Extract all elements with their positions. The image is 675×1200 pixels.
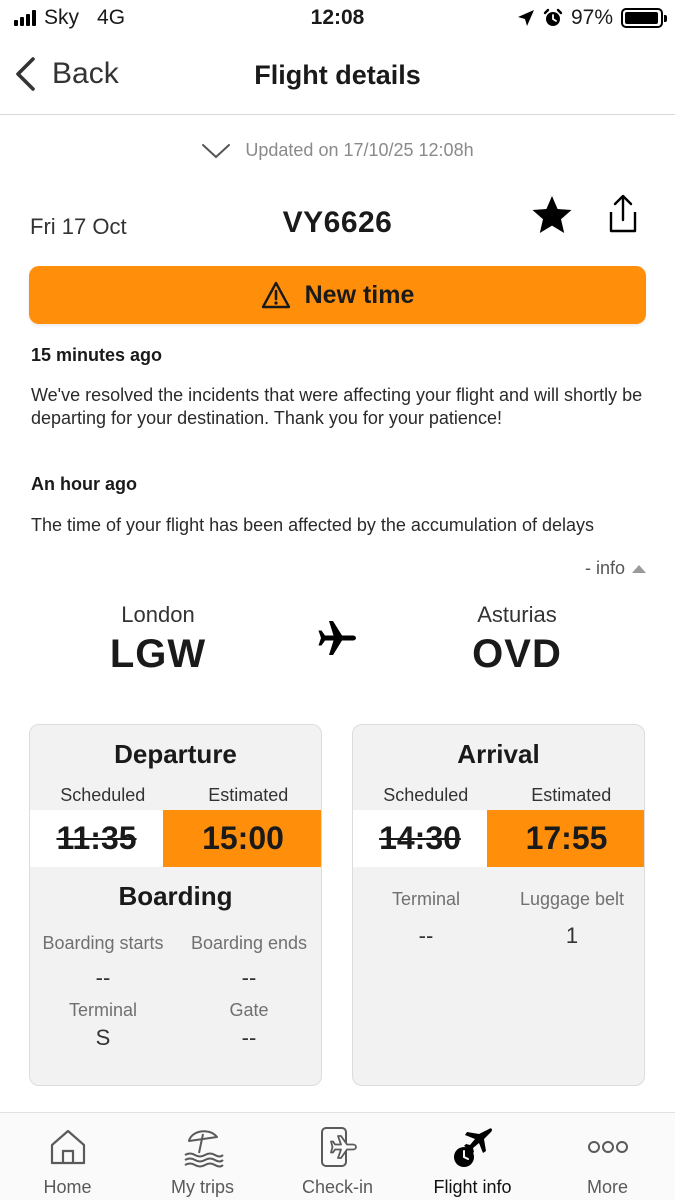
back-label: Back: [52, 57, 119, 90]
share-icon: [605, 194, 641, 234]
boarding-starts-label: Boarding starts: [42, 933, 164, 953]
beach-umbrella-icon: [181, 1125, 225, 1169]
arrival-terminal-value: --: [418, 923, 434, 948]
tab-my-trips-label: My trips: [171, 1177, 234, 1197]
origin-city: London: [121, 602, 195, 627]
page-title: Flight details: [254, 60, 421, 90]
flight-number: VY6626: [282, 206, 393, 239]
departure-estimated-time: 15:00: [163, 810, 322, 867]
update-text: We've resolved the incidents that were affecting your flight and will shortly be departing for your destination. Thank you for your patience!: [31, 385, 643, 428]
plane-clock-icon: [451, 1125, 495, 1169]
carrier-name: Sky: [44, 6, 80, 29]
destination-city: Asturias: [477, 602, 557, 627]
gate-label: Gate: [229, 1000, 269, 1020]
new-time-alert: [29, 266, 646, 324]
home-icon: [46, 1125, 90, 1169]
alarm-icon: [543, 8, 563, 28]
info-toggle[interactable]: [585, 558, 647, 579]
origin-code: LGW: [109, 632, 207, 676]
status-time: 12:08: [310, 6, 365, 29]
caret-up-icon: [631, 564, 647, 574]
update-text: The time of your flight has been affected by the accumulation of delays: [31, 515, 595, 535]
estimated-label: Estimated: [531, 785, 612, 805]
tab-bar: [0, 1112, 675, 1200]
tab-more-label: More: [586, 1177, 628, 1197]
flight-date: Fri 17 Oct: [30, 214, 127, 239]
battery-percent: 97%: [570, 6, 613, 29]
scheduled-label: Scheduled: [383, 785, 469, 805]
tab-my-trips[interactable]: [135, 1113, 270, 1200]
tab-flight-info-label: Flight info: [433, 1177, 512, 1197]
update-time: An hour ago: [31, 474, 137, 494]
warning-icon: [261, 281, 291, 309]
destination-code: OVD: [472, 632, 562, 676]
tab-check-in[interactable]: [270, 1113, 405, 1200]
tab-check-in-label: Check-in: [301, 1177, 374, 1197]
boarding-ends-label: Boarding ends: [190, 933, 308, 953]
navigation-bar: [0, 40, 675, 115]
arrival-title: Arrival: [457, 739, 540, 769]
departure-card: [29, 724, 322, 1086]
scheduled-label: Scheduled: [60, 785, 146, 805]
tab-more[interactable]: [540, 1113, 675, 1200]
gate-value: --: [241, 1025, 257, 1050]
chevron-down-icon: [201, 143, 231, 159]
luggage-belt-label: Luggage belt: [519, 889, 625, 909]
star-icon: [530, 194, 574, 236]
arrival-card: [352, 724, 645, 1086]
airplane-icon: [316, 617, 358, 659]
arrival-terminal-label: Terminal: [391, 889, 461, 909]
share-button[interactable]: [605, 194, 645, 238]
network-type: 4G: [97, 6, 126, 29]
phone-plane-icon: [316, 1125, 360, 1169]
info-toggle-label: - info: [584, 558, 625, 578]
tab-home[interactable]: [0, 1113, 135, 1200]
alert-label: New time: [304, 280, 415, 309]
more-dots-icon: [586, 1125, 630, 1169]
boarding-title: Boarding: [118, 881, 233, 911]
updated-timestamp: Updated on 17/10/25 12:08h: [245, 140, 474, 160]
estimated-label: Estimated: [208, 785, 289, 805]
battery-icon: [621, 8, 663, 28]
luggage-belt-value: 1: [565, 923, 579, 948]
tab-flight-info[interactable]: [405, 1113, 540, 1200]
departure-terminal-value: S: [95, 1025, 111, 1050]
update-time: 15 minutes ago: [31, 345, 163, 365]
status-bar: [0, 0, 675, 38]
boarding-ends-value: --: [241, 965, 257, 990]
tab-home-label: Home: [43, 1177, 92, 1197]
arrival-estimated-time: 17:55: [487, 810, 645, 867]
favorite-button[interactable]: [530, 194, 576, 238]
arrival-scheduled-time: 14:30: [353, 810, 487, 867]
location-arrow-icon: [517, 9, 535, 27]
departure-terminal-label: Terminal: [68, 1000, 138, 1020]
departure-scheduled-time: 11:35: [30, 810, 163, 867]
updated-row[interactable]: [0, 140, 675, 161]
departure-title: Departure: [114, 739, 237, 769]
boarding-starts-value: --: [95, 965, 111, 990]
